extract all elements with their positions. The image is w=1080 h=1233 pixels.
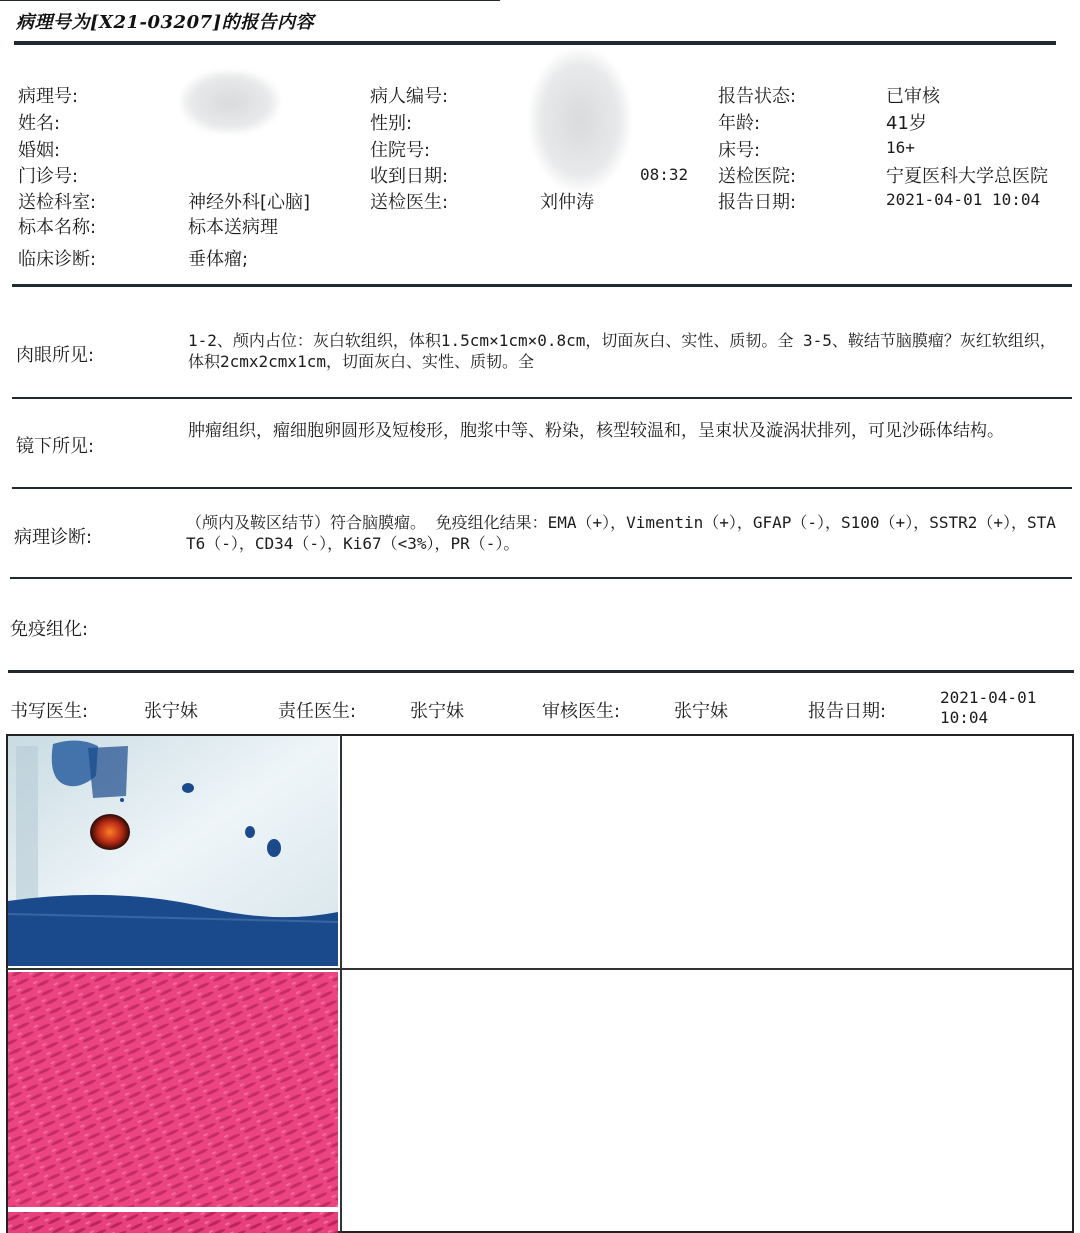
micro-divider (12, 487, 1072, 489)
micro-text: 肿瘤组织，瘤细胞卵圆形及短梭形，胞浆中等、粉染，核型较温和，呈束状及漩涡状排列，可见沙砾体结构。 (188, 421, 1004, 441)
dx-text: （颅内及鞍区结节）符合脑膜瘤。 免疫组化结果：EMA（+），Vimentin（+），GFAP（-），S100（+），SSTR2（+），STAT6（-），CD34（-），Ki67（<3%），PR（-）。 (186, 513, 1056, 553)
grid-vertical-line (340, 734, 342, 1233)
hospital-label: 送检医院: (718, 166, 797, 187)
bed-label: 床号: (718, 140, 761, 161)
report-title: 病理号为[X21-03207]的报告内容 (16, 12, 315, 33)
grid-horizontal-line (6, 968, 1072, 970)
writer-value: 张宁妹 (144, 701, 198, 722)
report-date-label: 报告日期: (718, 192, 797, 213)
gross-label: 肉眼所见: (16, 345, 95, 366)
reviewer-value: 张宁妹 (674, 701, 728, 722)
bed-value: 16+ (886, 138, 915, 157)
report-date-value: 2021-04-01 10:04 (886, 190, 1041, 209)
responsible-value: 张宁妹 (410, 701, 464, 722)
dept-value: 神经外科[心脑] (188, 192, 311, 213)
age-value: 41岁 (886, 113, 927, 134)
received-date-label: 收到日期: (370, 166, 449, 187)
sign-date-line1: 2021-04-01 (940, 688, 1037, 707)
dx-label: 病理诊断: (14, 527, 93, 548)
writer-label: 书写医生: (10, 701, 89, 722)
marital-label: 婚姻: (18, 140, 61, 161)
pathology-no-label: 病理号: (18, 86, 79, 107)
age-label: 年龄: (718, 113, 761, 134)
histology-image (8, 972, 338, 1233)
received-time: 08:32 (640, 165, 689, 184)
clinical-dx-value: 垂体瘤; (188, 249, 249, 270)
name-label: 姓名: (18, 113, 61, 134)
redacted-pathology-no (180, 70, 280, 134)
radiograph-image (8, 736, 338, 966)
dept-label: 送检科室: (18, 192, 97, 213)
reviewer-label: 审核医生: (542, 701, 621, 722)
info-divider (12, 284, 1072, 287)
responsible-label: 责任医生: (278, 701, 357, 722)
gross-divider (12, 397, 1072, 399)
hospital-value: 宁夏医科大学总医院 (886, 166, 1048, 187)
header-rule (0, 0, 500, 1)
dx-divider (10, 577, 1072, 579)
specimen-label: 标本名称: (18, 217, 97, 238)
gross-text: 1-2、颅内占位：灰白软组织，体积1.5cm×1cm×0.8cm，切面灰白、实性、质韧。全 3-5、鞍结节脑膜瘤？灰红软组织，体积2cmx2cmx1cm，切面灰白、实性、质韧。全 (188, 331, 1056, 371)
doctor-label: 送检医生: (370, 192, 449, 213)
title-underline (14, 41, 1056, 45)
sex-label: 性别: (370, 113, 413, 134)
clinical-dx-label: 临床诊断: (18, 249, 97, 270)
ihc-label: 免疫组化: (10, 619, 89, 640)
ihc-divider (8, 670, 1074, 673)
status-value: 已审核 (886, 86, 940, 107)
sign-date-label: 报告日期: (808, 701, 887, 722)
status-label: 报告状态: (718, 86, 797, 107)
doctor-value: 刘仲涛 (540, 192, 594, 213)
specimen-value: 标本送病理 (188, 217, 278, 238)
inpatient-no-label: 住院号: (370, 140, 431, 161)
micro-label: 镜下所见: (16, 436, 95, 457)
clinic-no-label: 门诊号: (18, 166, 79, 187)
sign-date-line2: 10:04 (940, 708, 989, 727)
redacted-patient-info (530, 50, 630, 190)
patient-no-label: 病人编号: (370, 86, 449, 107)
